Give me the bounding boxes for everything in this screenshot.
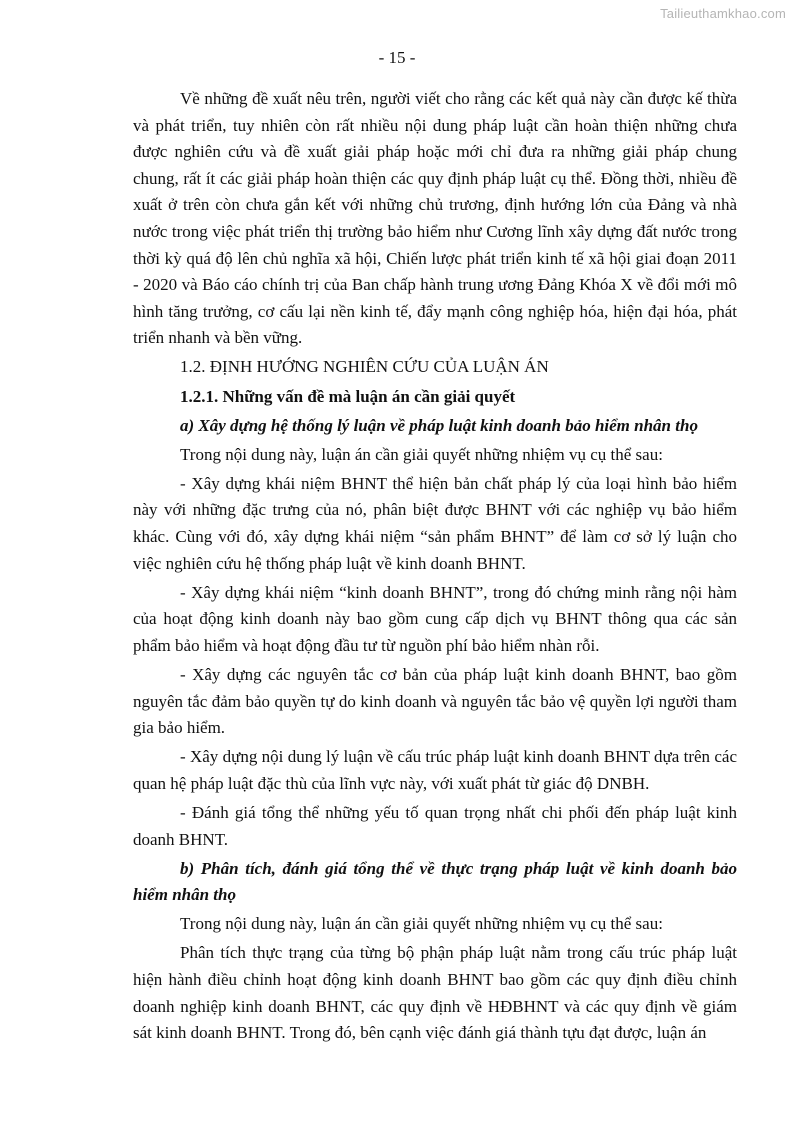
paragraph-analysis: Phân tích thực trạng của từng bộ phận pháp luật nằm trong cấu trúc pháp luật hiện hành điều chỉnh hoạt động kinh doanh BHNT bao gồm các quy định điều chỉnh doanh nghiệp kinh doanh BHNT, các quy định về HĐBHNT và các quy định về giám sát kinh doanh BHNT. Trong đó, bên cạnh việc đánh giá thành tựu đạt được, luận án [133,943,737,1043]
list-item: - Xây dựng khái niệm “kinh doanh BHNT”, trong đó chứng minh rằng nội hàm của hoạt động kinh doanh này bao gồm cung cấp dịch vụ BHNT thông qua các sản phẩm bảo hiểm và hoạt động đầu tư từ nguồn phí bảo hiểm nhàn rỗi. [133,582,737,655]
list-item: - Xây dựng nội dung lý luận về cấu trúc pháp luật kinh doanh BHNT dựa trên các quan hệ pháp luật đặc thù của lĩnh vực này, với xuất phát từ giác độ DNBH. [133,747,737,793]
list-item: - Xây dựng các nguyên tắc cơ bản của pháp luật kinh doanh BHNT, bao gồm nguyên tắc đảm bảo quyền tự do kinh doanh và nguyên tắc bảo vệ quyền lợi người tham gia bảo hiểm. [133,664,737,738]
subheading-b: b) Phân tích, đánh giá tổng thể về thực trạng pháp luật về kinh doanh bảo hiểm nhân thọ [133,858,737,905]
paragraph-intro: Về những đề xuất nêu trên, người viết cho rằng các kết quả này cần được kế thừa và phát triển, tuy nhiên còn rất nhiều nội dung pháp luật cần hoàn thiện những chưa được nghiên cứu và đề xuất giải pháp hoặc mới chỉ đưa ra những giải pháp chung chung, rất ít các giải pháp hoàn thiện các quy định pháp luật cụ thể. Đồng thời, nhiều đề xuất ở trên còn chưa gắn kết với những chủ trương, định hướng lớn của Đảng và nhà nước trong việc phát triển thị trường bảo hiểm như Cương lĩnh xây dựng đất nước trong thời kỳ quá độ lên chủ nghĩa xã hội, Chiến lược phát triển kinh tế xã hội giai đoạn 2011 - 2020 và Báo cáo chính trị của Ban chấp hành trung ương Đảng Khóa X về đổi mới mô hình tăng trưởng, cơ cấu lại nền kinh tế, đẩy mạnh công nghiệp hóa, hiện đại hóa, phát triển nhanh và bền vững. [133,89,737,348]
watermark: Tailieuthamkhao.com [660,6,786,21]
list-item: - Đánh giá tổng thể những yếu tố quan trọng nhất chi phối đến pháp luật kinh doanh BHNT. [133,802,737,849]
subsection-heading: 1.2.1. Những vấn đề mà luận án cần giải quyết [180,386,516,406]
subheading-a: a) Xây dựng hệ thống lý luận về pháp luật kinh doanh bảo hiểm nhân thọ [180,415,698,435]
page-number: - 15 - [378,48,416,67]
paragraph-task-intro-b: Trong nội dung này, luận án cần giải quyết những nhiệm vụ cụ thể sau: [180,914,663,934]
paragraph-task-intro-a: Trong nội dung này, luận án cần giải quyết những nhiệm vụ cụ thể sau: [180,444,663,464]
list-item: - Xây dựng khái niệm BHNT thể hiện bản chất pháp lý của loại hình bảo hiểm này với những đặc trưng của nó, phân biệt được BHNT với các nghiệp vụ bảo hiểm khác. Cùng với đó, xây dựng khái niệm “sản phẩm BHNT” để làm cơ sở lý luận cho việc nghiên cứu hệ thống pháp luật về kinh doanh BHNT. [133,473,737,573]
document-body [133,86,737,1049]
section-heading: 1.2. ĐỊNH HƯỚNG NGHIÊN CỨU CỦA LUẬN ÁN [180,357,549,377]
